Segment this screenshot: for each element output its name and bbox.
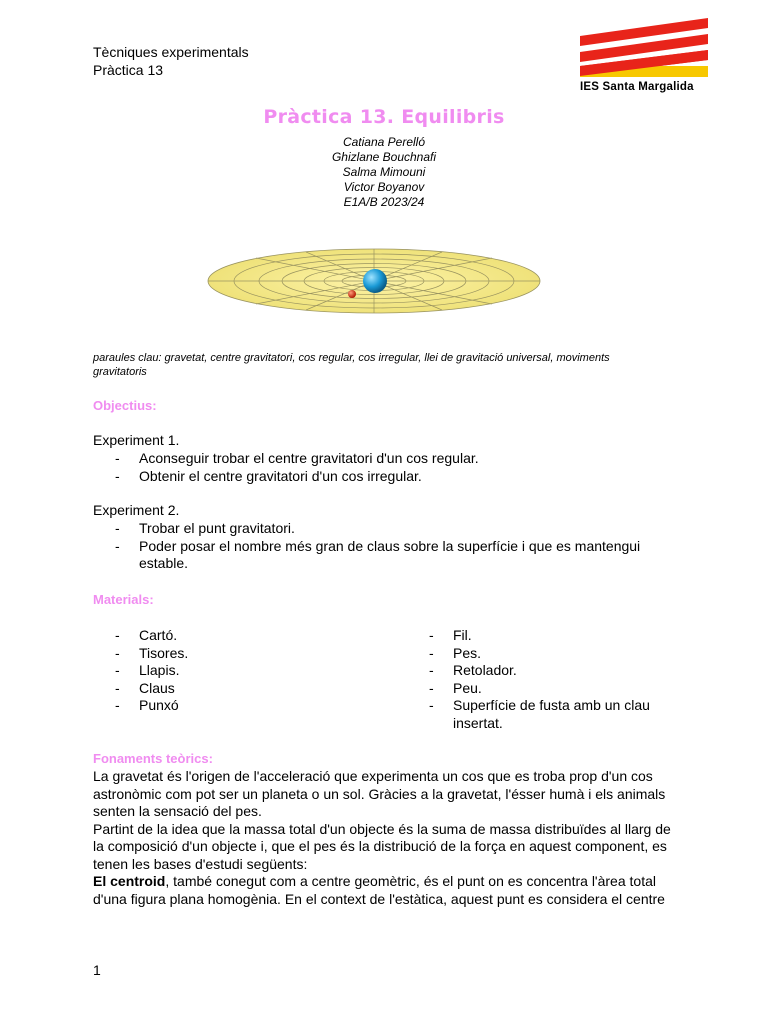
page-number: 1 bbox=[93, 962, 101, 978]
list-item: - Llapis. bbox=[115, 662, 180, 678]
header-practice: Pràctica 13 bbox=[93, 62, 164, 78]
authors-list bbox=[0, 135, 768, 210]
list-item: - Retolador. bbox=[429, 662, 517, 678]
author: Catiana Perelló bbox=[342, 135, 426, 149]
header-subject: Tècniques experimentals bbox=[93, 44, 249, 60]
list-item: - Pes. bbox=[429, 644, 482, 661]
logo-text: IES Santa Margalida bbox=[580, 81, 694, 93]
fonaments-body bbox=[93, 768, 683, 908]
materials-list-right bbox=[407, 627, 677, 732]
page-header bbox=[93, 43, 249, 79]
centroid-term: El centroid bbox=[93, 873, 166, 889]
author: Ghizlane Bouchnafi bbox=[331, 150, 437, 164]
logo-stripes-icon bbox=[580, 16, 710, 78]
list-item: - Tisores. bbox=[115, 644, 189, 661]
materials-list-left bbox=[93, 627, 393, 715]
author: Victor Boyanov bbox=[343, 180, 425, 194]
experiment-2-label: Experiment 2. bbox=[93, 502, 180, 518]
experiment-1-label: Experiment 1. bbox=[93, 432, 180, 448]
list-item: - Fil. bbox=[429, 627, 472, 643]
paragraph: El centroid, també conegut com a centre geomètric, és el punt on es concentra l'àrea total d'una figura plana homogènia. En el context de l'estàtica, aquest punt es considera el centre bbox=[93, 873, 665, 907]
class-year: E1A/B 2023/24 bbox=[343, 195, 425, 209]
list-item: - Peu. bbox=[429, 679, 482, 696]
list-item: - Claus bbox=[115, 679, 175, 696]
keywords: paraules clau: gravetat, centre gravitatori, cos regular, cos irregular, llei de gravitació universal, moviments gravitatoris bbox=[93, 352, 610, 378]
gravity-orbit-illustration bbox=[206, 244, 546, 314]
fonaments-heading: Fonaments teòrics: bbox=[93, 751, 213, 766]
materials-heading: Materials: bbox=[93, 592, 154, 607]
list-item: - Obtenir el centre gravitatori d'un cos irregular. bbox=[115, 467, 422, 484]
list-item: - Punxó bbox=[115, 697, 179, 713]
list-item: - Aconseguir trobar el centre gravitatori d'un cos regular. bbox=[115, 450, 479, 466]
list-item: - Trobar el punt gravitatori. bbox=[115, 520, 295, 536]
paragraph: Partint de la idea que la massa total d'un objecte és la suma de massa distribuïdes al llarg de la composició d'un objecte i, que el pes és la distribució de la força en aquest component, es tenen les bases d'estudi següents: bbox=[93, 820, 671, 872]
page-title: Pràctica 13. Equilibris bbox=[263, 106, 505, 128]
list-item: - Poder posar el nombre més gran de claus sobre la superfície i que es mantengui estable. bbox=[115, 537, 641, 571]
school-logo bbox=[580, 16, 710, 96]
list-item: - Superfície de fusta amb un clau insertat. bbox=[429, 697, 650, 731]
experiment-1-list bbox=[93, 450, 683, 485]
experiment-2-list bbox=[93, 520, 663, 573]
objectives-heading: Objectius: bbox=[93, 398, 157, 413]
author: Salma Mimouni bbox=[342, 165, 426, 179]
list-item: - Cartó. bbox=[115, 627, 178, 643]
paragraph: La gravetat és l'origen de l'acceleració que experimenta un cos que es troba prop d'un cos astronòmic com pot ser un planeta o un sol. Gràcies a la gravetat, l'ésser humà i els animals senten la sensació del pes. bbox=[93, 768, 666, 819]
